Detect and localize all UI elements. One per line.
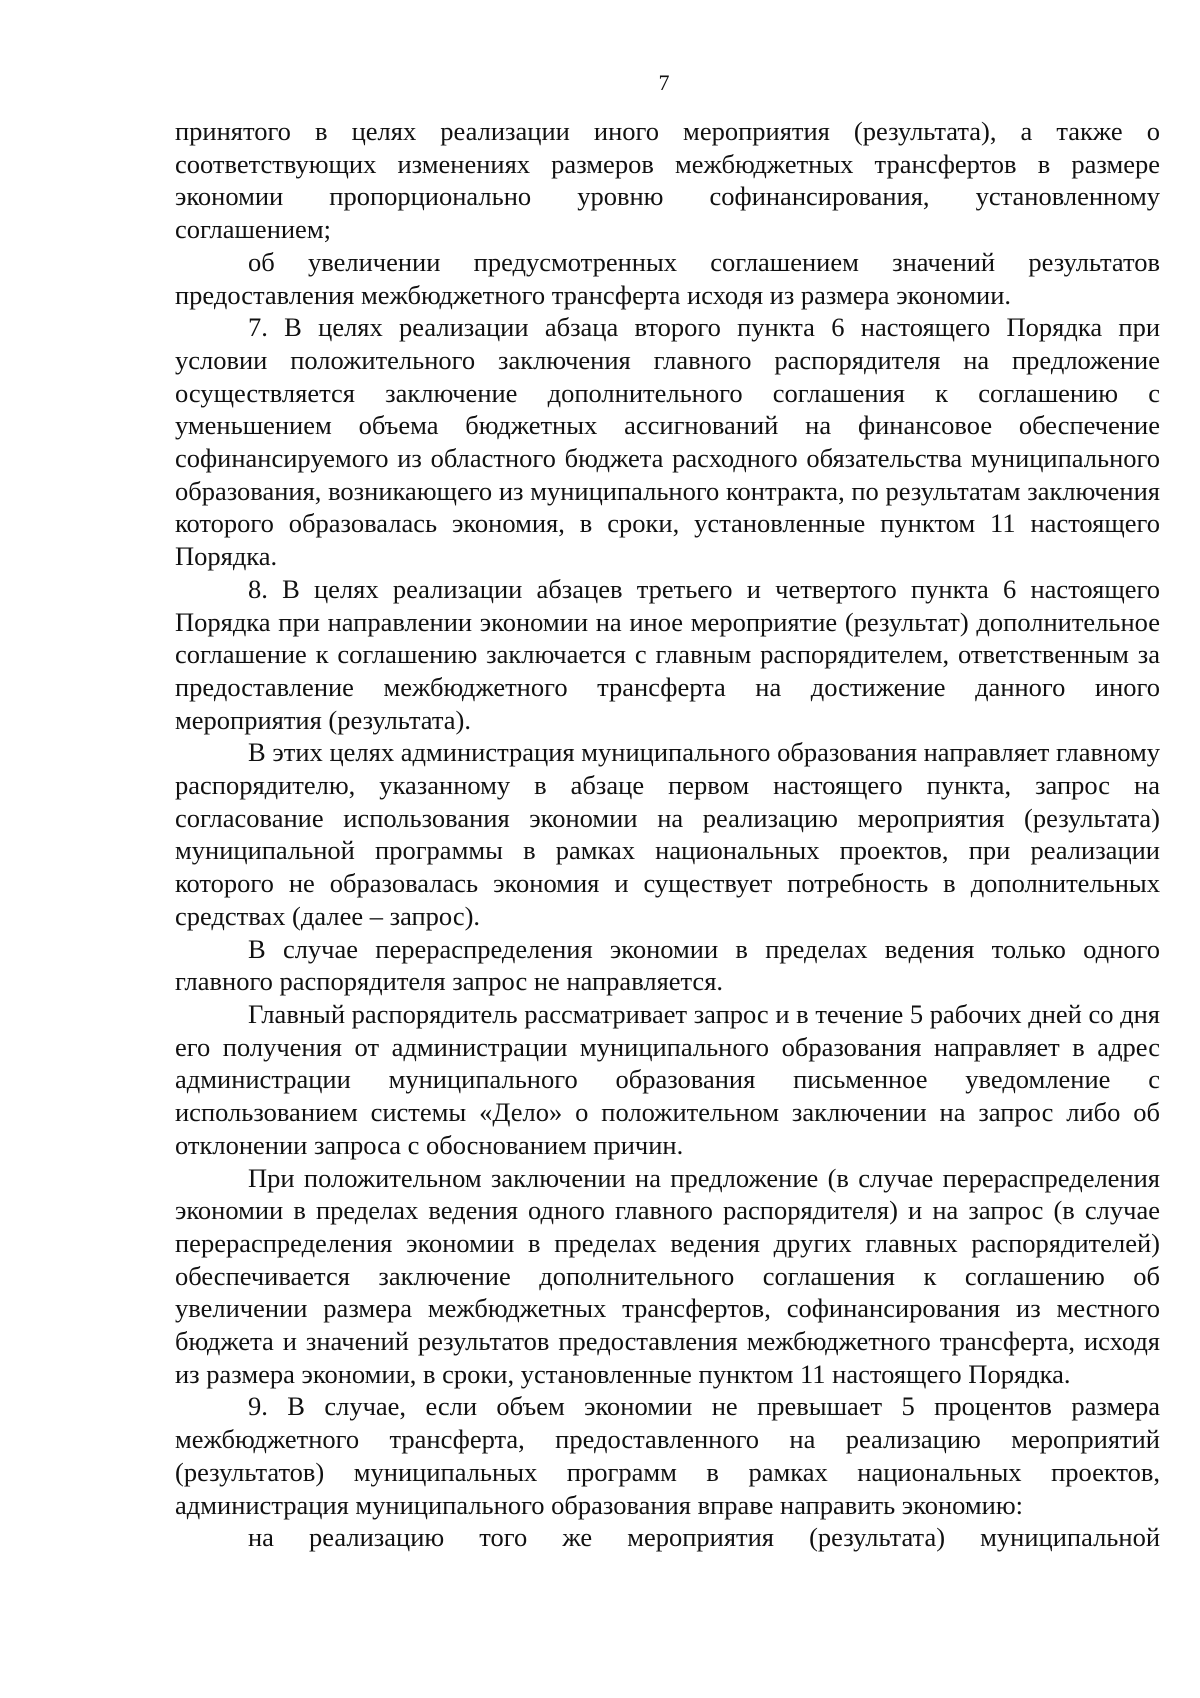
paragraph-5: В случае перераспределения экономии в пределах ведения только одного главного распорядителя запрос не направляется. [175,933,1160,997]
paragraph-6: Главный распорядитель рассматривает запрос и в течение 5 рабочих дней со дня его получения от администрации муниципального образования направляет в адрес администрации муниципального образования письменное уведомление с использованием системы «Дело» о положительном заключении на запрос либо об отклонении запроса с обоснованием причин. [175,998,1160,1160]
paragraph-4: В этих целях администрация муниципального образования направляет главному распорядителю, указанному в абзаце первом настоящего пункта, запрос на согласование использования экономии на реализацию мероприятия (результата) муниципальной программы в рамках национальных проектов, при реализации которого не образовалась экономия и существует потребность в дополнительных средствах (далее – запрос). [175,737,1160,931]
paragraph-2: об увеличении предусмотренных соглашением значений результатов предоставления межбюджетного трансферта исходя из размера экономии. [175,246,1160,310]
paragraph-item-7: 7. В целях реализации абзаца второго пункта 6 настоящего Порядка при условии положительного заключения главного распорядителя на предложение осуществляется заключение дополнительного соглашения к соглашению с уменьшением объема бюджетных ассигнований на финансовое обеспечение софинансируемого из областного бюджета расходного обязательства муниципального образования, возникающего из муниципального контракта, по результатам заключения которого образовалась экономия, в сроки, установленные пунктом 11 настоящего Порядка. [175,312,1160,572]
document-body [175,115,1160,1554]
paragraph-item-9: 9. В случае, если объем экономии не превышает 5 процентов размера межбюджетного трансферта, предоставленного на реализацию мероприятий (результатов) муниципальных программ в рамках национальных проектов, администрация муниципального образования вправе направить экономию: [175,1391,1160,1520]
page-number: 7 [658,70,670,95]
paragraph-item-8: 8. В целях реализации абзацев третьего и четвертого пункта 6 настоящего Порядка при направлении экономии на иное мероприятие (результат) дополнительное соглашение к соглашению заключается с главным распорядителем, ответственным за предоставление межбюджетного трансферта на достижение данного иного мероприятия (результата). [175,573,1160,735]
paragraph-7: При положительном заключении на предложение (в случае перераспределения экономии в пределах ведения одного главного распорядителя) и на запрос (в случае перераспределения экономии в пределах ведения других главных распорядителей) обеспечивается заключение дополнительного соглашения к соглашению об увеличении размера межбюджетных трансфертов, софинансирования из местного бюджета и значений результатов предоставления межбюджетного трансферта, исходя из размера экономии, в сроки, установленные пунктом 11 настоящего Порядка. [175,1162,1160,1389]
paragraph-1: принятого в целях реализации иного мероприятия (результата), а также о соответствующих изменениях размеров межбюджетных трансфертов в размере экономии пропорционально уровню софинансирования, установленному соглашением; [175,116,1160,245]
paragraph-last: на реализацию того же мероприятия (результата) муниципальной [248,1522,1160,1553]
